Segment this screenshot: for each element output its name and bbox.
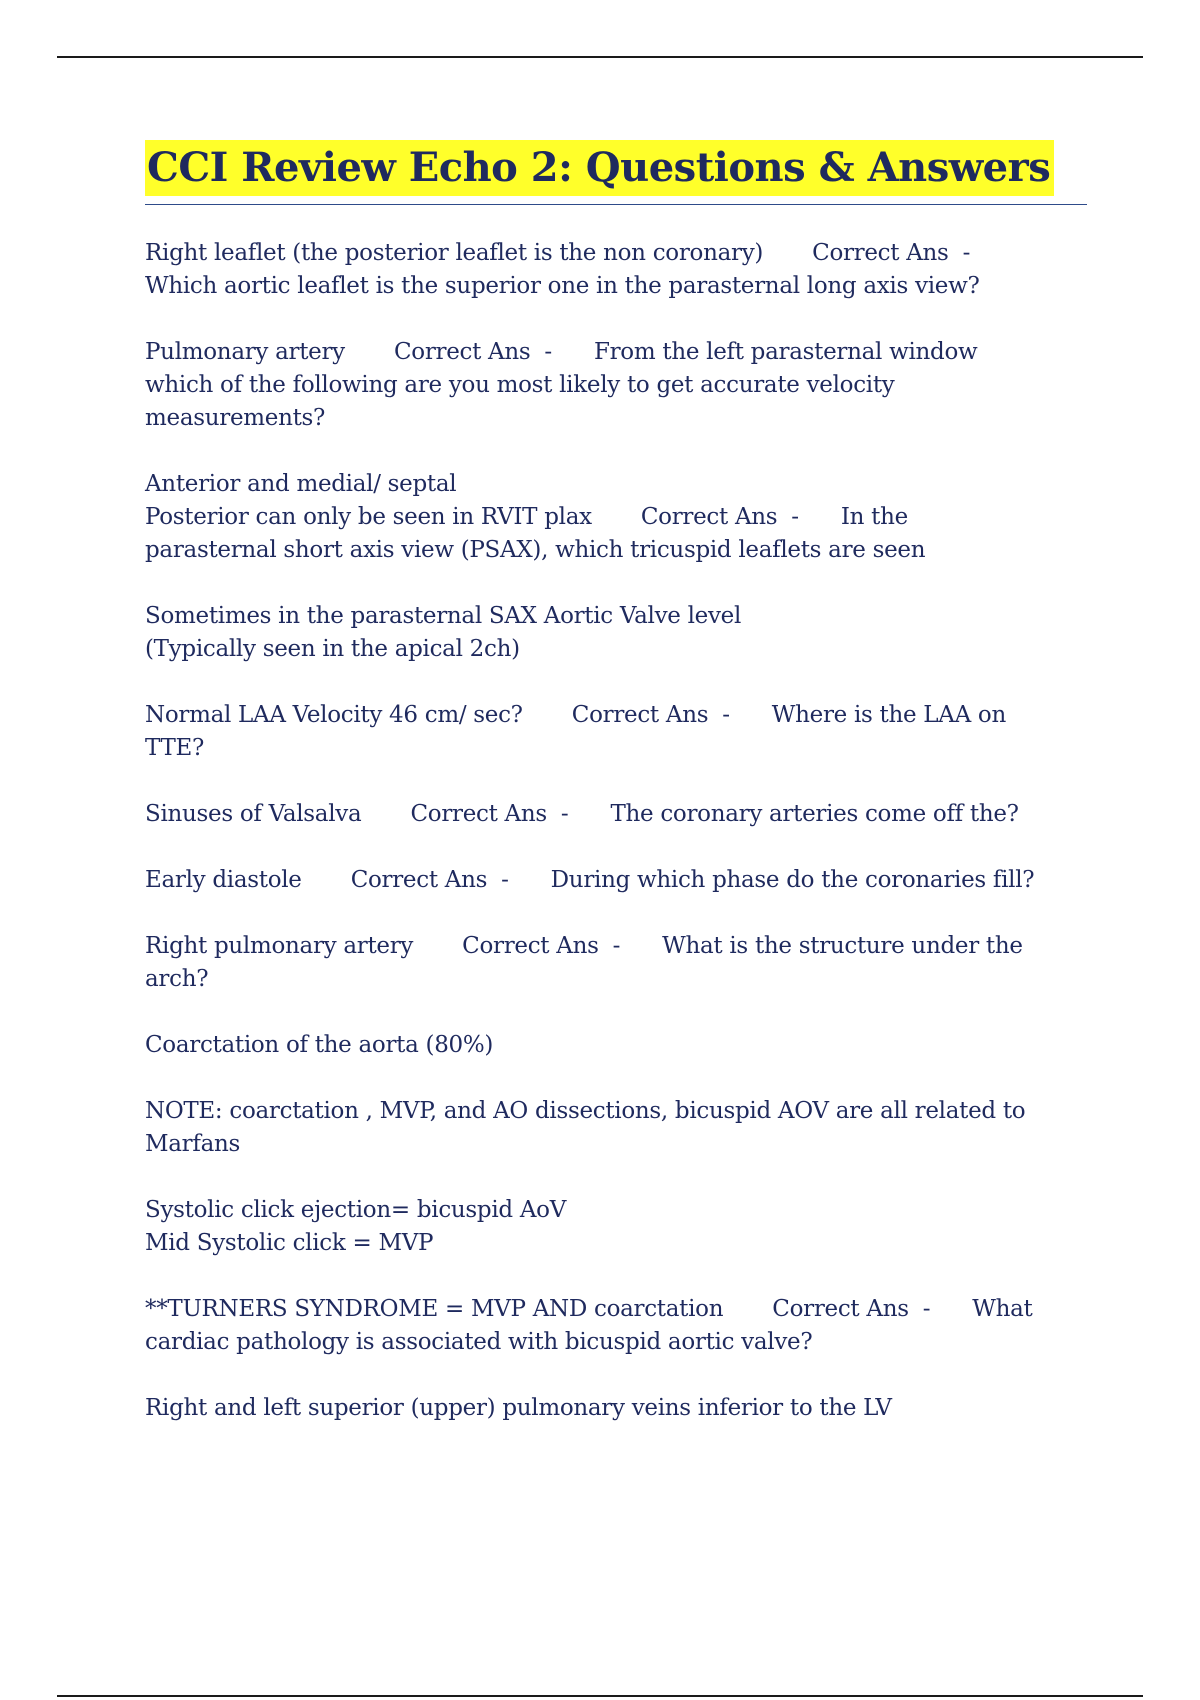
question-text: In the [840,504,908,530]
line-text: parasternal short axis view (PSAX), which tricuspid leaflets are seen [145,537,926,563]
qa-list [145,237,1087,1425]
correct-ans-label: Correct Ans [812,240,949,266]
qa-line [145,270,1087,303]
correct-ans-label: Correct Ans [640,504,778,530]
qa-line [145,600,1087,633]
qa-line [145,468,1087,501]
question-text: During which phase do the coronaries fill? [550,867,1035,893]
answer-text: Normal LAA Velocity 46 cm/ sec? [145,702,523,728]
line-text: (Typically seen in the apical 2ch) [145,636,520,662]
page-title: CCI Review Echo 2: Questions & Answers [145,140,1054,196]
qa-entry [145,1029,1087,1062]
line-text: Coarctation of the aorta (80%) [145,1032,494,1058]
correct-ans-label: Correct Ans [772,1296,909,1322]
qa-line [145,732,1087,765]
qa-line: Early diastole Correct Ans - During which phase do the coronaries fill? [145,867,1035,893]
qa-line [145,369,1087,402]
line-text: NOTE: coarctation , MVP, and AO dissections, bicuspid AOV are all related to [145,1098,1026,1124]
qa-line: **TURNERS SYNDROME = MVP AND coarctation Correct Ans - What [145,1296,1033,1322]
correct-ans-label: Correct Ans [393,339,531,365]
qa-line: Right leaflet (the posterior leaflet is the non coronary) Correct Ans - [145,240,1013,266]
question-text: What is the structure under the [662,933,1023,959]
qa-entry [145,336,1087,435]
title-block [145,140,1087,205]
line-text: Which aortic leaflet is the superior one in the parasternal long axis view? [145,273,980,299]
qa-entry [145,930,1087,996]
qa-line [145,534,1087,567]
qa-line [145,1095,1087,1128]
question-text: What [972,1296,1033,1322]
qa-line: Pulmonary artery Correct Ans - From the left parasternal window [145,339,978,365]
answer-text: Sinuses of Valsalva [145,801,362,827]
qa-entry [145,600,1087,666]
qa-line: Normal LAA Velocity 46 cm/ sec? Correct Ans - Where is the LAA on [145,702,1006,728]
question-text: Where is the LAA on [771,702,1006,728]
qa-line [145,1227,1087,1260]
qa-entry [145,1194,1087,1260]
answer-text: Right pulmonary artery [145,933,414,959]
qa-entry [145,1392,1087,1425]
document-body [145,140,1087,1458]
qa-entry [145,699,1087,765]
line-text: measurements? [145,405,326,431]
line-text: TTE? [145,735,205,761]
line-text: Marfans [145,1131,240,1157]
qa-line [145,1029,1087,1062]
answer-text: Early diastole [145,867,302,893]
question-text: The coronary arteries come off the? [610,801,1019,827]
line-text: Anterior and medial/ septal [145,471,457,497]
qa-line [145,402,1087,435]
bottom-rule [57,1695,1143,1697]
answer-text: Posterior can only be seen in RVIT plax [145,504,592,530]
correct-ans-label: Correct Ans [410,801,547,827]
answer-text: **TURNERS SYNDROME = MVP AND coarctation [145,1296,724,1322]
line-text: Systolic click ejection= bicuspid AoV [145,1197,567,1223]
correct-ans-label: Correct Ans [462,933,599,959]
qa-line: Right pulmonary artery Correct Ans - What is the structure under the [145,933,1023,959]
question-text: From the left parasternal window [593,339,978,365]
answer-text: Pulmonary artery [145,339,345,365]
line-text: which of the following are you most likely to get accurate velocity [145,372,895,398]
qa-line [145,633,1087,666]
correct-ans-label: Correct Ans [571,702,709,728]
qa-entry [145,798,1087,831]
qa-line [145,963,1087,996]
qa-line [145,1392,1087,1425]
qa-line: Sinuses of Valsalva Correct Ans - The coronary arteries come off the? [145,801,1019,827]
line-text: arch? [145,966,209,992]
line-text: Mid Systolic click = MVP [145,1230,434,1256]
qa-entry [145,237,1087,303]
qa-line [145,1194,1087,1227]
correct-ans-label: Correct Ans [350,867,488,893]
qa-line [145,1128,1087,1161]
answer-text: Right leaflet (the posterior leaflet is the non coronary) [145,240,764,266]
line-text: Sometimes in the parasternal SAX Aortic Valve level [145,603,742,629]
line-text: Right and left superior (upper) pulmonary veins inferior to the LV [145,1395,892,1421]
qa-line [145,1326,1087,1359]
qa-entry [145,468,1087,567]
qa-entry [145,1293,1087,1359]
top-rule [57,56,1143,58]
line-text: cardiac pathology is associated with bicuspid aortic valve? [145,1329,813,1355]
qa-entry [145,864,1087,897]
qa-entry [145,1095,1087,1161]
qa-line: Posterior can only be seen in RVIT plax Correct Ans - In the [145,504,908,530]
